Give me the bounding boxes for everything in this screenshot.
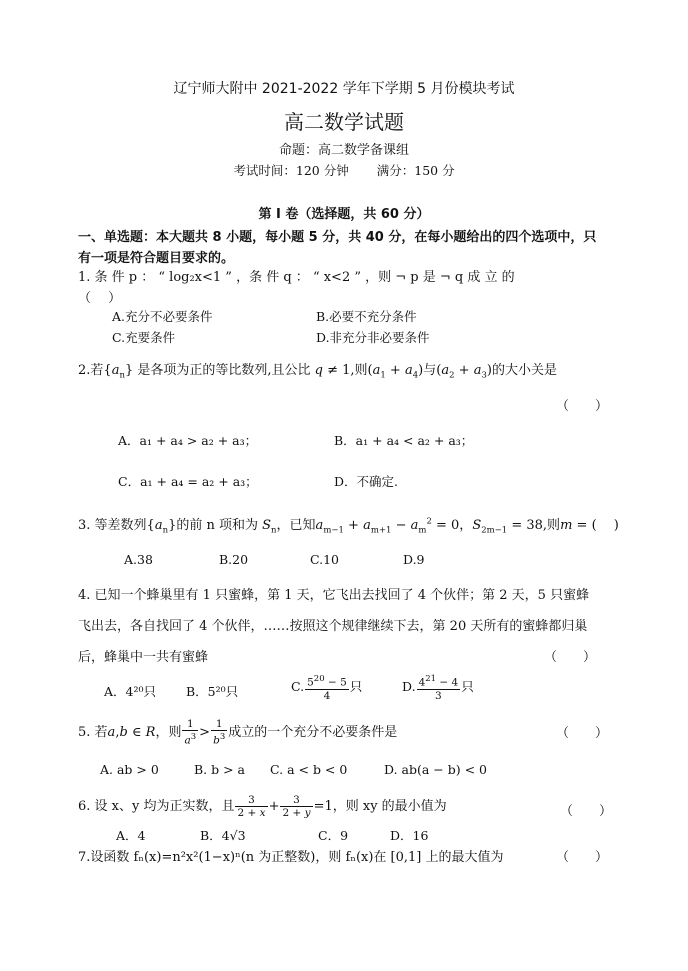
question-3-paren: ( ): [591, 518, 619, 533]
question-2-option-b: B．a₁ + a₄ < a₂ + a₃；: [334, 433, 474, 448]
exam-school-line: 辽宁师大附中 2021-2022 学年下学期 5 月份模块考试: [173, 81, 515, 97]
section-instruction-2: 有一项是符合题目要求的。: [78, 251, 235, 266]
question-3-text: 3. 等差数列$\{a_n\}$的前 n 项和为 $S_n$，已知$a_{m-1} + a_{m+1} - a_m^2 = 0$，$S_{2m-1} = 38$,则m = ( ): [78, 516, 619, 536]
question-4-line-3: 后，蜂巢中一共有蜜蜂: [78, 650, 209, 665]
question-1-option-d: D.非充分非必要条件: [316, 330, 430, 345]
question-5-option-a: A. ab > 0: [100, 762, 159, 777]
question-5-paren: （ ）: [556, 726, 609, 741]
question-4-line-1: 4. 已知一个蜂巢里有 1 只蜜蜂，第 1 天，它飞出去找回了 4 个伙伴；第 2 天，5 只蜜蜂: [78, 588, 590, 603]
question-6-text: 6. 设 x、y 均为正实数，且 $\frac{3}{2 + x}$ + $\frac{3}{2 + y}$ =1，则 xy 的最小值为: [78, 794, 447, 819]
question-2-option-a: A．a₁ + a₄ > a₂ + a₃；: [118, 433, 258, 448]
question-3-option-a: A.38: [124, 552, 153, 567]
author-line: 命题：高二数学备课组: [278, 143, 409, 158]
question-6-option-d: D．16: [390, 828, 429, 843]
question-6-option-c: C．9: [318, 828, 349, 843]
page-title: 高二数学试题: [284, 110, 404, 134]
question-4-option-a: A．4²⁰只: [104, 684, 157, 699]
question-1-option-b: B.必要不充分条件: [316, 309, 417, 324]
question-6-option-b: B．4√3: [200, 828, 246, 843]
question-5-option-b: B. b > a: [194, 762, 246, 777]
question-3-option-d: D.9: [403, 552, 425, 567]
question-3-option-b: B.20: [219, 552, 249, 567]
question-3-option-c: C.10: [310, 552, 339, 567]
question-2-option-d: D．不确定.: [334, 474, 398, 489]
question-2-text: 2.若$\{a_n\}$ 是各项为正的等比数列,且公比 q ≠ 1,则$(a_1 + a_4)$与$(a_2 + a_3)$的大小关是: [78, 363, 557, 381]
question-1-option-a: A.充分不必要条件: [112, 309, 213, 324]
section-instruction-1: 一、单选题：本大题共 8 小题，每小题 5 分，共 40 分，在每小题给出的四个选项中，只: [78, 230, 597, 245]
question-4-option-c: C. $\frac{5^{20} - 5}{4}$ 只: [291, 674, 363, 702]
question-1-text: 1. 条 件 p ： “ log₂x<1 ” ，条 件 q ： “ x<2 ” ，则 ¬ p 是 ¬ q 成 立 的: [78, 270, 515, 285]
question-4-line-2: 飞出去，各自找回了 4 个伙伴，……按照这个规律继续下去，第 20 天所有的蜜蜂都归巢: [78, 619, 588, 634]
question-1-option-c: C.充要条件: [112, 330, 176, 345]
question-7-paren: （ ）: [556, 850, 609, 865]
question-4-option-d: D. $\frac{4^{21} - 4}{3}$ 只: [402, 674, 474, 702]
question-4-option-b: B．5²⁰只: [186, 684, 239, 699]
question-5-option-d: D. ab(a − b) < 0: [384, 762, 487, 777]
exam-time: 考试时间：120 分钟: [233, 163, 349, 178]
question-2-paren: （ ）: [556, 399, 609, 414]
question-1-paren: （ ）: [78, 291, 122, 306]
question-6-paren: （ ）: [560, 804, 613, 819]
question-7-text: 7.设函数 fₙ(x)=n²x²(1−x)ⁿ(n 为正整数)，则 fₙ(x)在 [0,1] 上的最大值为: [78, 850, 504, 865]
full-score: 满分：150 分: [376, 163, 455, 178]
question-5-text: 5. 若a,b ∈ R，则 $\frac{1}{a^3}$ > $\frac{1}{b^3}$ 成立的一个充分不必要条件是: [78, 718, 398, 747]
volume-heading: 第 I 卷（选择题，共 60 分）: [258, 207, 430, 222]
question-4-paren: （ ）: [544, 650, 597, 665]
question-6-option-a: A．4: [116, 828, 146, 843]
question-2-option-c: C．a₁ + a₄ = a₂ + a₃；: [118, 474, 258, 489]
question-5-option-c: C. a < b < 0: [270, 762, 348, 777]
time-score-line: [0, 161, 688, 179]
